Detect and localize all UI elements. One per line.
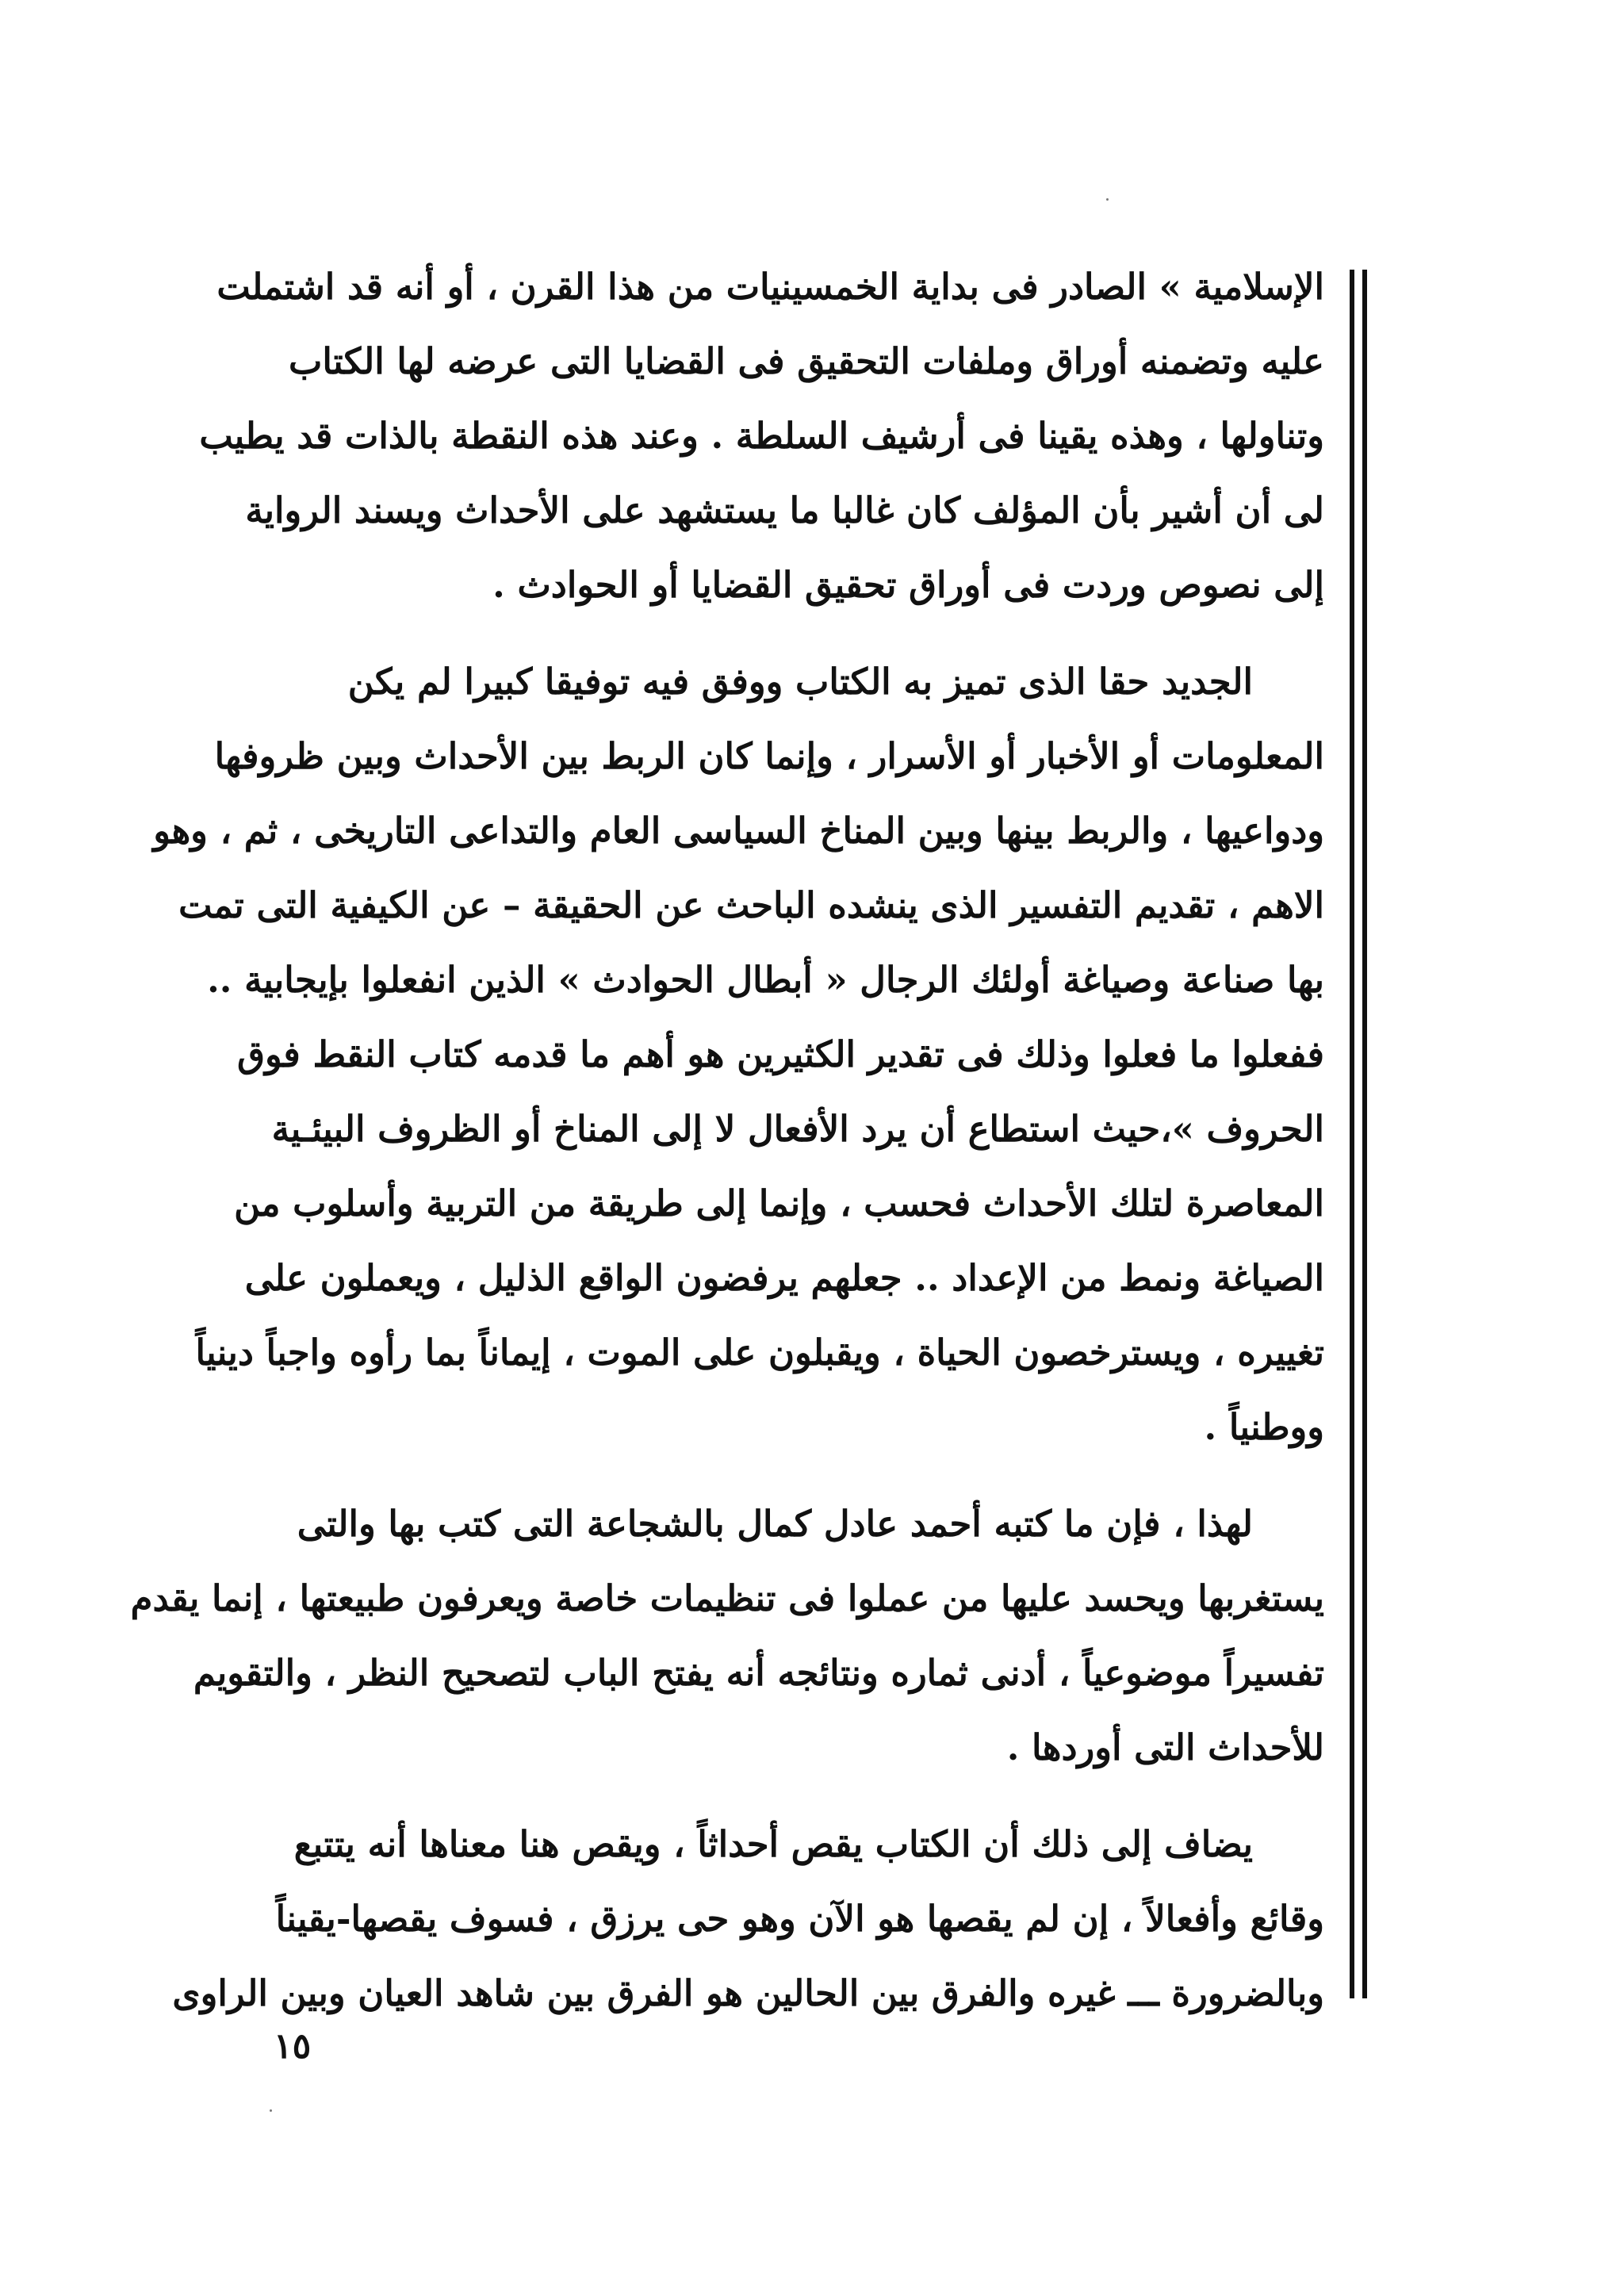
text-line: الإسلامية » الصادر فى بداية الخمسينيات من هذا القرن ، أو أنه قد اشتملت xyxy=(216,266,1324,308)
text-line: وقائع وأفعالاً ، إن لم يقصها هو الآن وهو حى يرزق ، فسوف يقصها-يقيناً xyxy=(275,1898,1324,1940)
margin-rule-outer xyxy=(1350,270,1354,1998)
text-line: بها صناعة وصياغة أولئك الرجال « أبطال الحوادث » الذين انفعلوا بإيجابية .. xyxy=(207,959,1324,1001)
text-line: وتناولها ، وهذه يقينا فى أرشيف السلطة . وعند هذه النقطة بالذات قد يطيب xyxy=(199,415,1324,457)
text-line: ففعلوا ما فعلوا وذلك فى تقدير الكثيرين هو أهم ما قدمه كتاب النقط فوق xyxy=(237,1033,1324,1075)
page-number: ١٥ xyxy=(274,2026,312,2067)
scan-speck xyxy=(1106,198,1109,201)
margin-rule-inner xyxy=(1362,270,1367,1998)
paragraph-1 xyxy=(199,250,1324,623)
text-line: المعاصرة لتلك الأحداث فحسب ، وإنما إلى طريقة من التربية وأسلوب من xyxy=(234,1182,1324,1224)
text-line: الجديد حقا الذى تميز به الكتاب ووفق فيه توفيقا كبيرا لم يكن xyxy=(347,661,1253,703)
paragraph-2 xyxy=(153,645,1324,1465)
text-line: ودواعيها ، والربط بينها وبين المناخ السياسى العام والتداعى التاريخى ، ثم ، وهو xyxy=(153,810,1324,852)
text-line: الاهم ، تقديم التفسير الذى ينشده الباحث عن الحقيقة – عن الكيفية التى تمت xyxy=(178,884,1324,926)
scan-speck xyxy=(270,2109,272,2112)
text-line: ووطنياً . xyxy=(1204,1406,1324,1448)
text-line: وبالضرورة ـــ غيره والفرق بين الحالين هو الفرق بين شاهد العيان وبين الراوى xyxy=(172,1972,1324,2014)
text-line: تغييره ، ويسترخصون الحياة ، ويقبلون على الموت ، إيماناً بما رأوه واجباً دينياً xyxy=(195,1331,1324,1373)
text-line: الصياغة ونمط من الإعداد .. جعلهم يرفضون الواقع الذليل ، ويعملون على xyxy=(244,1257,1324,1299)
body-text xyxy=(130,250,1324,2031)
text-line: يضاف إلى ذلك أن الكتاب يقص أحداثاً ، ويقص هنا معناها أنه يتتبع xyxy=(293,1823,1253,1865)
paragraph-3 xyxy=(130,1487,1324,1785)
text-line: إلى نصوص وردت فى أوراق تحقيق القضايا أو الحوادث . xyxy=(492,564,1324,606)
text-line: للأحداث التى أوردها . xyxy=(1006,1726,1324,1768)
text-line: يستغربها ويحسد عليها من عملوا فى تنظيمات خاصة ويعرفون طبيعتها ، إنما يقدم xyxy=(130,1577,1324,1619)
text-line: الحروف »،حيث استطاع أن يرد الأفعال لا إلى المناخ أو الظروف البيئـية xyxy=(271,1108,1324,1150)
text-line: لى أن أشير بأن المؤلف كان غالبا ما يستشهد على الأحداث ويسند الرواية xyxy=(245,489,1324,531)
paragraph-4 xyxy=(172,1807,1324,2031)
text-line: المعلومات أو الأخبار أو الأسرار ، وإنما كان الربط بين الأحداث وبين ظروفها xyxy=(214,735,1324,777)
text-line: تفسيراً موضوعياً ، أدنى ثماره ونتائجه أنه يفتح الباب لتصحيح النظر ، والتقويم xyxy=(193,1652,1324,1694)
text-line: لهذا ، فإن ما كتبه أحمد عادل كمال بالشجاعة التى كتب بها والتى xyxy=(297,1503,1253,1545)
text-line: عليه وتضمنه أوراق وملفات التحقيق فى القضايا التى عرضه لها الكتاب xyxy=(289,340,1324,382)
